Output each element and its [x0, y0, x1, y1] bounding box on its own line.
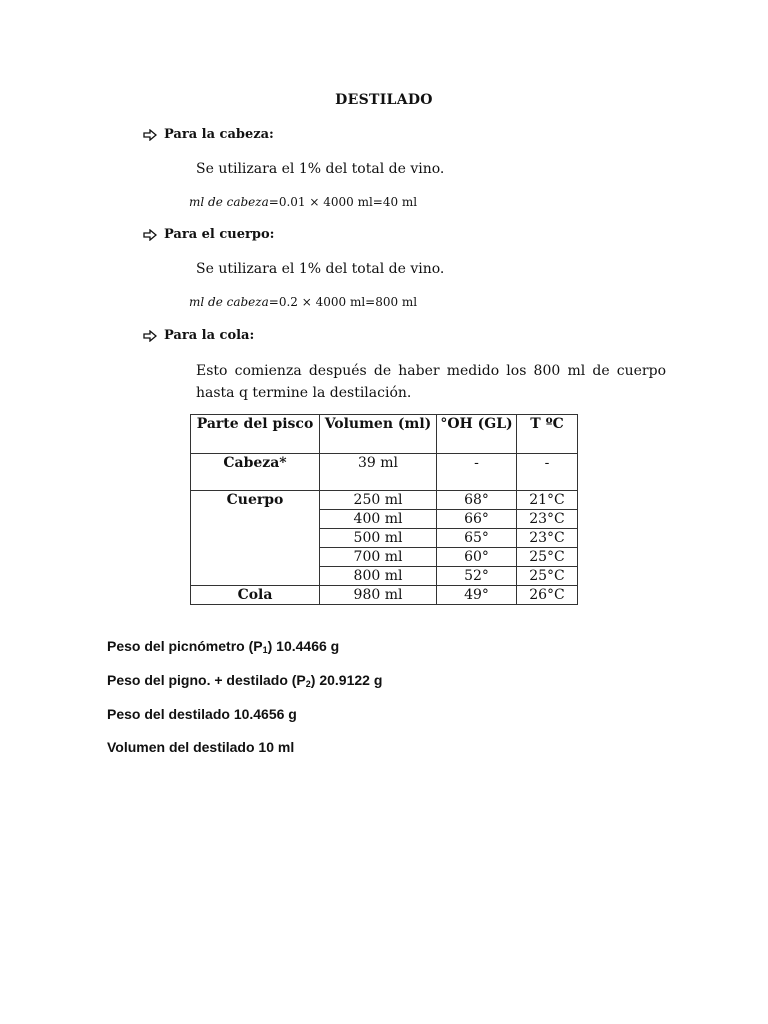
- row-label-cabeza: Cabeza*: [191, 454, 320, 491]
- cell-volumen: 800 ml: [320, 567, 437, 586]
- cell-volumen: 500 ml: [320, 529, 437, 548]
- section-heading-label: Para el cuerpo:: [164, 227, 275, 242]
- header-volumen: Volumen (ml): [320, 415, 437, 454]
- header-parte: Parte del pisco: [191, 415, 320, 454]
- section-text-cuerpo: Se utilizara el 1% del total de vino.: [196, 261, 445, 277]
- measurement-pigno-destilado: [107, 672, 382, 689]
- cell-oh: 65°: [437, 529, 517, 548]
- row-label-cola: Cola: [191, 586, 320, 605]
- section-text-cabeza: Se utilizara el 1% del total de vino.: [196, 161, 445, 177]
- section-heading-label: Para la cola:: [164, 328, 255, 343]
- measurement-picnometro: [107, 638, 339, 655]
- cell-temp: 25°C: [517, 548, 578, 567]
- subscript: 2: [305, 679, 311, 689]
- formula-cuerpo: [189, 295, 417, 309]
- row-label-cuerpo: Cuerpo: [191, 491, 320, 586]
- formula-rhs: =0.2 × 4000 ml=800 ml: [268, 295, 418, 309]
- measurement-peso-destilado: [107, 706, 297, 722]
- cell-temp: -: [517, 454, 578, 491]
- cell-temp: 21°C: [517, 491, 578, 510]
- cell-oh: -: [437, 454, 517, 491]
- formula-lhs: ml de cabeza: [189, 195, 269, 209]
- formula-lhs: ml de cabeza: [189, 295, 269, 309]
- measurement-text: Peso del picnómetro (P: [107, 638, 263, 654]
- measurement-text: ) 10.4466 g: [267, 638, 340, 654]
- cell-temp: 25°C: [517, 567, 578, 586]
- section-heading-cabeza: [143, 127, 274, 142]
- formula-rhs: =0.01 × 4000 ml=40 ml: [268, 195, 418, 209]
- measurement-text: Volumen del destilado 10 ml: [107, 739, 295, 755]
- cell-volumen: 980 ml: [320, 586, 437, 605]
- section-heading-label: Para la cabeza:: [164, 127, 274, 142]
- distillation-table: [190, 414, 578, 605]
- cell-oh: 49°: [437, 586, 517, 605]
- measurement-text: Peso del destilado 10.4656 g: [107, 706, 297, 722]
- table-row: [191, 586, 578, 605]
- formula-cabeza: [189, 195, 417, 209]
- cell-oh: 66°: [437, 510, 517, 529]
- section-heading-cuerpo: [143, 227, 274, 242]
- cell-oh: 60°: [437, 548, 517, 567]
- cell-volumen: 250 ml: [320, 491, 437, 510]
- arrow-right-icon: [143, 129, 157, 141]
- table-row: [191, 454, 578, 491]
- cell-oh: 52°: [437, 567, 517, 586]
- cell-volumen: 39 ml: [320, 454, 437, 491]
- arrow-right-icon: [143, 229, 157, 241]
- document-title: DESTILADO: [335, 92, 433, 108]
- table-header-row: [191, 415, 578, 454]
- measurement-text: ) 20.9122 g: [310, 672, 383, 688]
- header-temp: T ºC: [517, 415, 578, 454]
- arrow-right-icon: [143, 330, 157, 342]
- section-text-cola: Esto comienza después de haber medido los 800 ml de cuerpo hasta q termine la destilación.: [196, 363, 666, 401]
- header-oh: °OH (GL): [437, 415, 517, 454]
- cell-oh: 68°: [437, 491, 517, 510]
- cell-volumen: 700 ml: [320, 548, 437, 567]
- measurement-volumen-destilado: [107, 739, 294, 755]
- subscript: 1: [262, 645, 268, 655]
- cell-volumen: 400 ml: [320, 510, 437, 529]
- cell-temp: 26°C: [517, 586, 578, 605]
- cell-temp: 23°C: [517, 529, 578, 548]
- section-heading-cola: [143, 328, 254, 343]
- cell-temp: 23°C: [517, 510, 578, 529]
- measurement-text: Peso del pigno. + destilado (P: [107, 672, 306, 688]
- table-row: [191, 491, 578, 510]
